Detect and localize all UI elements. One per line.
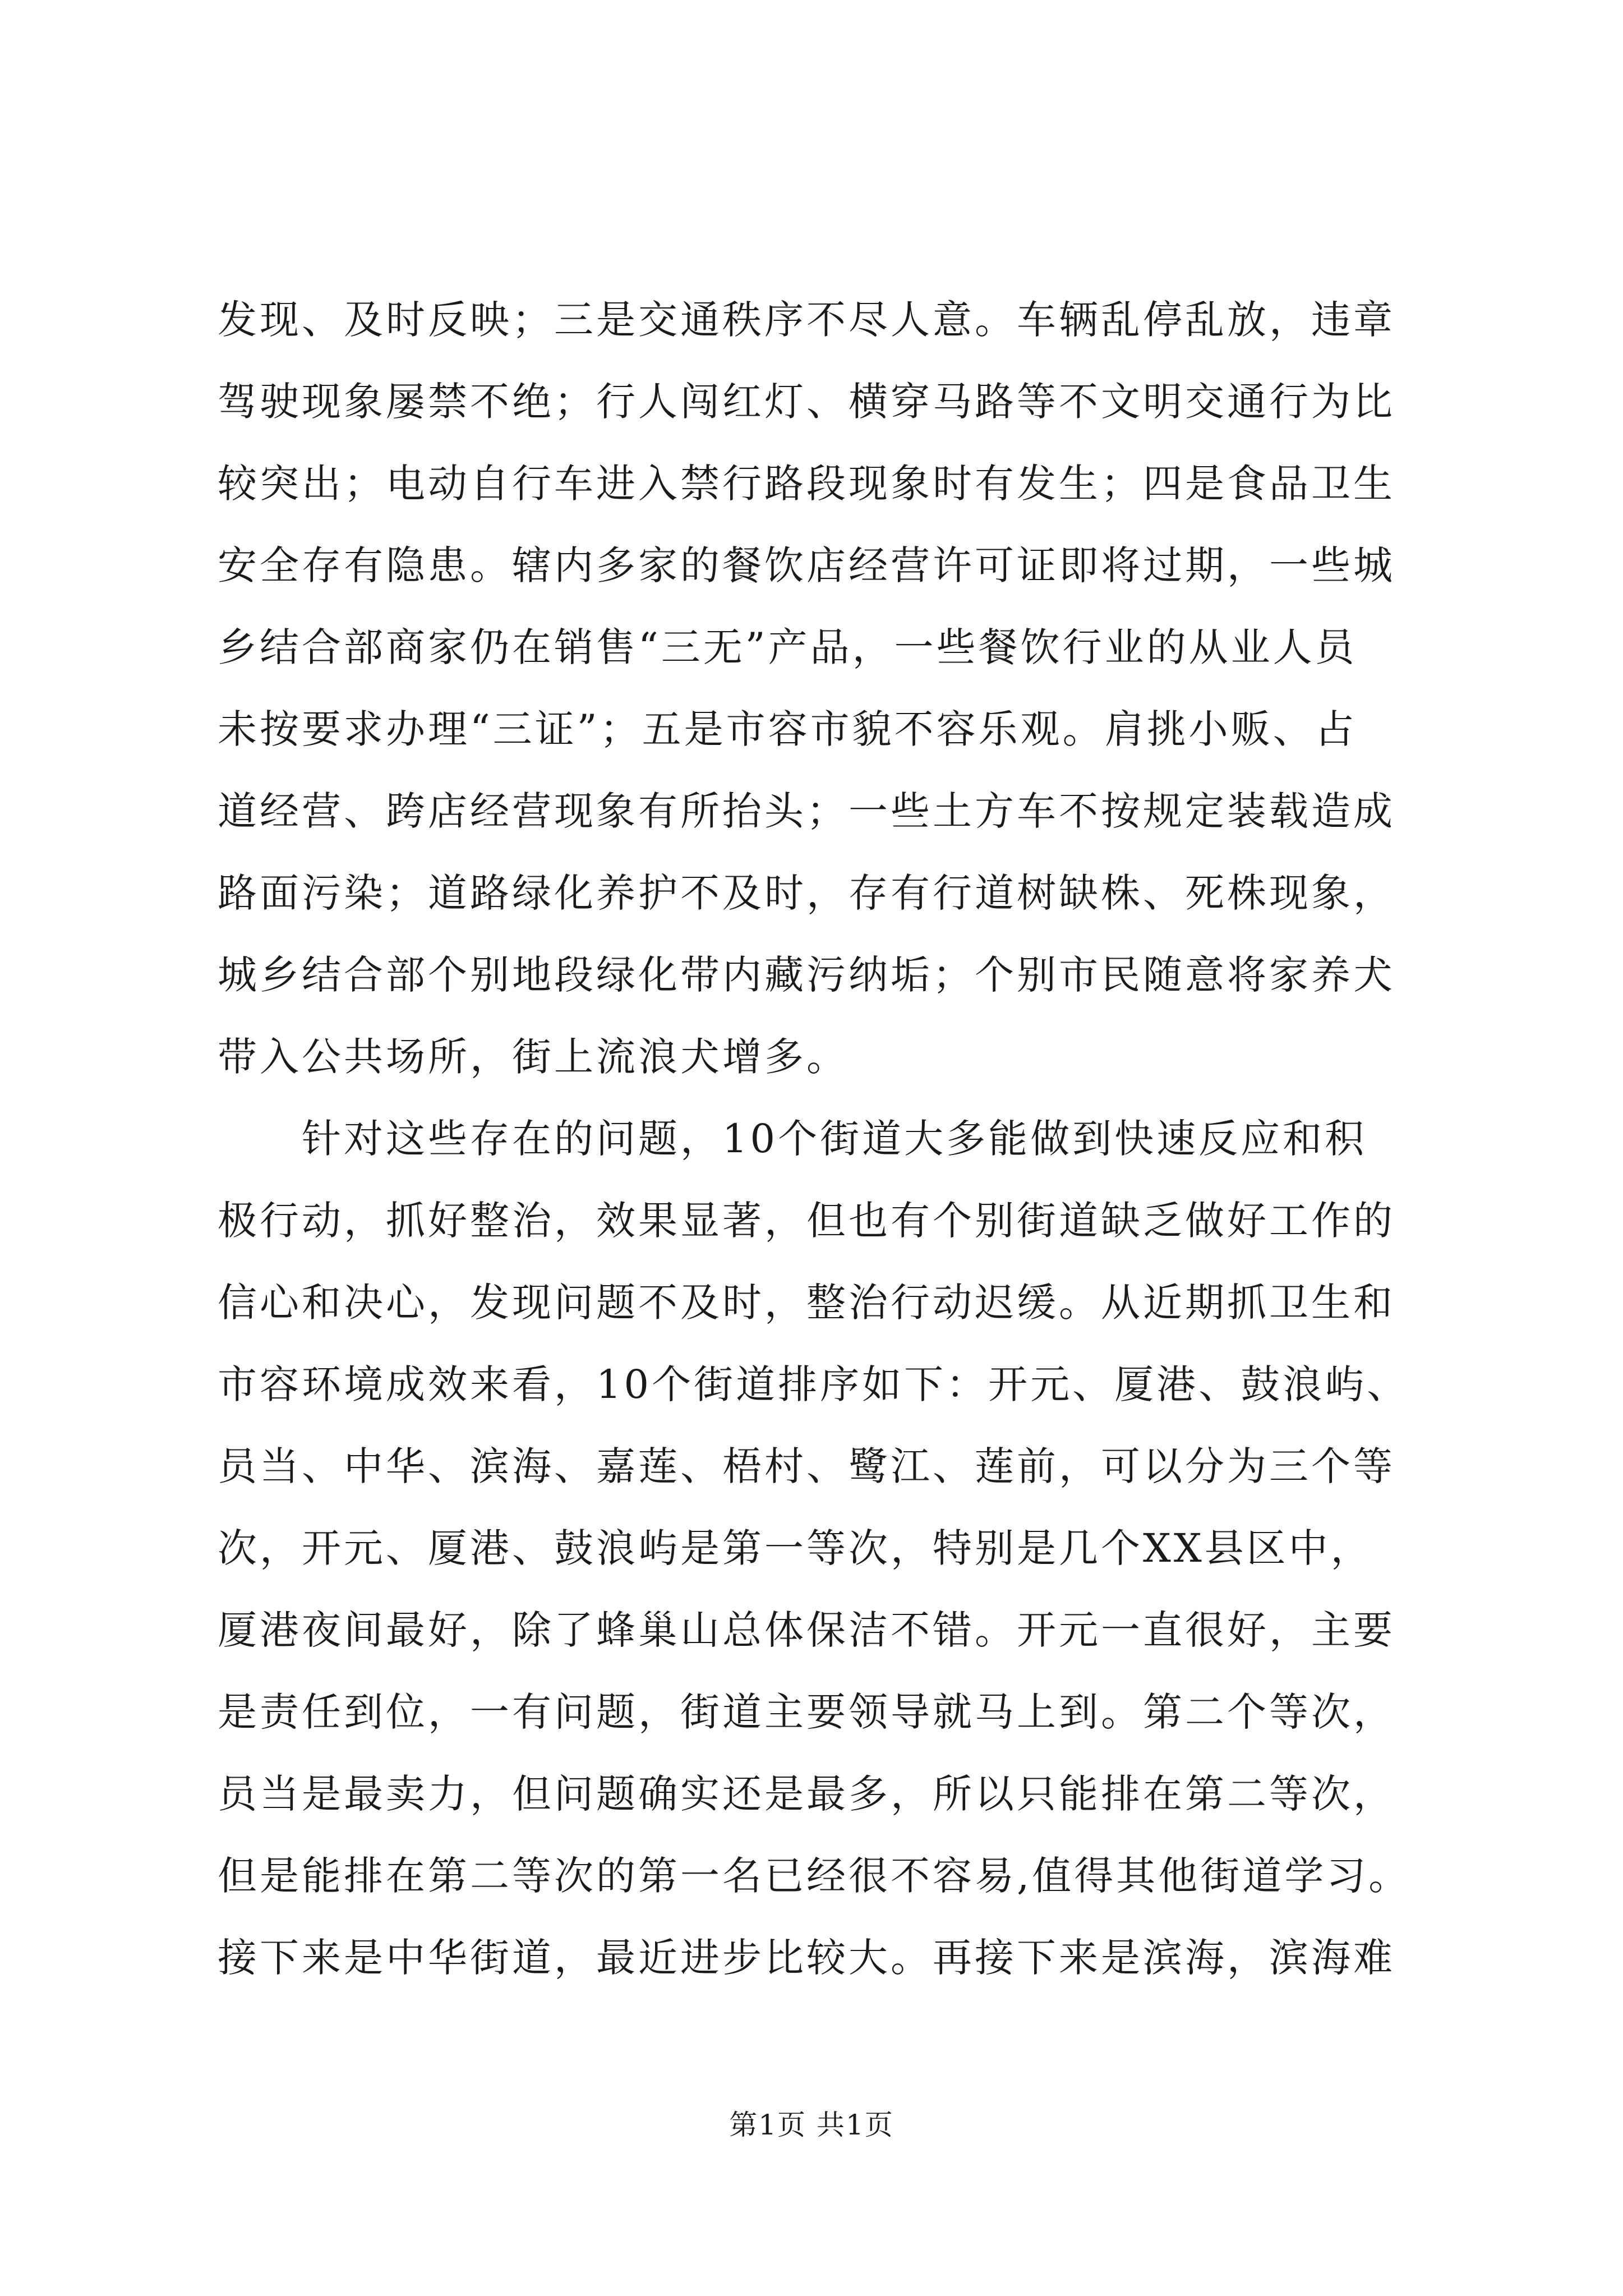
text-line: 接下来是中华街道，最近进步比较大。再接下来是滨海，滨海难 bbox=[218, 1935, 1395, 1981]
text-line: 是责任到位，一有问题，街道主要领导就马上到。第二个等次， bbox=[218, 1689, 1395, 1735]
text-line: 城乡结合部个别地段绿化带内藏污纳垢；个别市民随意将家养犬 bbox=[218, 952, 1395, 998]
text-line: 发现、及时反映；三是交通秩序不尽人意。车辆乱停乱放，违章 bbox=[218, 297, 1395, 343]
text-line: 道经营、跨店经营现象有所抬头；一些土方车不按规定装载造成 bbox=[218, 788, 1395, 834]
text-line: 极行动，抓好整治，效果显著，但也有个别街道缺乏做好工作的 bbox=[218, 1198, 1395, 1244]
text-line: 员当是最卖力，但问题确实还是最多，所以只能排在第二等次， bbox=[218, 1771, 1395, 1817]
paragraph-first-line: 针对这些存在的问题，10个街道大多能做到快速反应和积 bbox=[302, 1116, 1367, 1162]
text-line: 次，开元、厦港、鼓浪屿是第一等次，特别是几个XX县区中， bbox=[218, 1525, 1373, 1571]
text-line: 路面污染；道路绿化养护不及时，存有行道树缺株、死株现象， bbox=[218, 870, 1395, 916]
text-line: 厦港夜间最好，除了蜂巢山总体保洁不错。开元一直很好，主要 bbox=[218, 1607, 1395, 1653]
text-line: 市容环境成效来看，10个街道排序如下：开元、厦港、鼓浪屿、 bbox=[218, 1361, 1409, 1407]
text-line: 驾驶现象屡禁不绝；行人闯红灯、横穿马路等不文明交通行为比 bbox=[218, 379, 1395, 425]
text-line: 但是能排在第二等次的第一名已经很不容易,值得其他街道学习。 bbox=[218, 1853, 1411, 1899]
text-line: 较突出；电动自行车进入禁行路段现象时有发生；四是食品卫生 bbox=[218, 461, 1395, 507]
page-footer: 第1页 共1页 bbox=[729, 2109, 894, 2141]
text-line: 未按要求办理“三证”；五是市容市貌不容乐观。肩挑小贩、占 bbox=[218, 706, 1357, 752]
text-line: 信心和决心，发现问题不及时，整治行动迟缓。从近期抓卫生和 bbox=[218, 1280, 1395, 1326]
text-line: 乡结合部商家仍在销售“三无”产品，一些餐饮行业的从业人员 bbox=[218, 624, 1357, 670]
text-line: 员当、中华、滨海、嘉莲、梧村、鹭江、莲前，可以分为三个等 bbox=[218, 1443, 1395, 1489]
text-line: 带入公共场所，街上流浪犬增多。 bbox=[218, 1034, 849, 1080]
text-line: 安全存有隐患。辖内多家的餐饮店经营许可证即将过期，一些城 bbox=[218, 542, 1395, 588]
